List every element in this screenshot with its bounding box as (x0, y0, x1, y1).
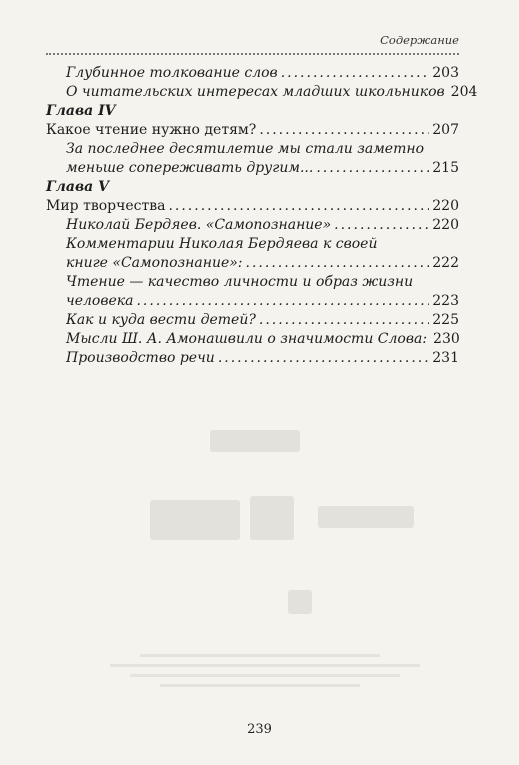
show-through-square-icon (288, 590, 312, 614)
toc-entry (46, 159, 459, 178)
toc-entry (46, 83, 478, 102)
leader-dots (281, 64, 430, 83)
leader-dots (259, 121, 429, 140)
toc-entry (46, 64, 459, 83)
show-through-button-icon (318, 506, 414, 528)
toc-entry-title: книге «Самопознание»: (66, 255, 243, 271)
toc-entry-line: Чтение — качество личности и образ жизни (66, 274, 414, 290)
toc-entry-title: Производство речи (66, 350, 215, 366)
toc-entry (46, 311, 459, 330)
dotted-rule (46, 53, 459, 55)
toc-entry-page: 222 (432, 255, 459, 271)
toc-entry-title: Как и куда вести детей? (66, 312, 256, 328)
toc-entry (46, 216, 459, 235)
toc-entry-title: Глубинное толкование слов (66, 65, 278, 81)
leader-dots (168, 197, 429, 216)
toc-entry (46, 197, 459, 216)
toc-entry-line: За последнее десятилетие мы стали заметно (66, 141, 425, 157)
toc-entry-page: 230 (433, 331, 460, 347)
leader-dots (246, 254, 430, 273)
toc-entry-title: Мысли Ш. А. Амонашвили о значимости Слова: (66, 331, 428, 347)
toc-entry-title: Николай Бердяев. «Самопознание» (66, 217, 332, 233)
show-through-qr-icon (210, 430, 300, 452)
toc-entry-line: Комментарии Николая Бердяева к своей (66, 236, 378, 252)
leader-dots (316, 159, 429, 178)
table-of-contents (46, 64, 478, 368)
toc-entry-title: человека (66, 293, 134, 309)
toc-entry-page: 231 (432, 350, 459, 366)
toc-entry-title: Какое чтение нужно детям? (46, 122, 257, 138)
toc-entry-page: 203 (432, 65, 459, 81)
toc-entry (46, 330, 459, 349)
toc-entry (46, 349, 459, 368)
toc-entry-page: 215 (432, 160, 459, 176)
toc-entry (46, 254, 459, 273)
show-through-badge-icon (250, 496, 294, 540)
chapter-heading: Глава V (46, 179, 109, 195)
toc-entry-page: 207 (432, 122, 459, 138)
show-through-text-lines (100, 650, 440, 694)
toc-entry (46, 121, 459, 140)
toc-entry (46, 292, 459, 311)
toc-entry-title: меньше сопереживать другим... (66, 160, 314, 176)
toc-entry-title: О читательских интересах младших школьников (66, 84, 445, 100)
toc-entry-title: Мир творчества (46, 198, 166, 214)
toc-entry-page: 220 (432, 198, 459, 214)
toc-entry-page: 220 (432, 217, 459, 233)
leader-dots (136, 292, 429, 311)
leader-dots (259, 311, 429, 330)
toc-entry-page: 204 (450, 84, 478, 100)
toc-entry-page: 223 (432, 293, 459, 309)
running-head: Содержание (380, 33, 459, 47)
leader-dots (334, 216, 429, 235)
show-through-logo-icon (150, 500, 240, 540)
chapter-heading: Глава IV (46, 103, 116, 119)
toc-entry-page: 225 (432, 312, 459, 328)
leader-dots (218, 349, 429, 368)
page-number: 239 (247, 722, 272, 737)
